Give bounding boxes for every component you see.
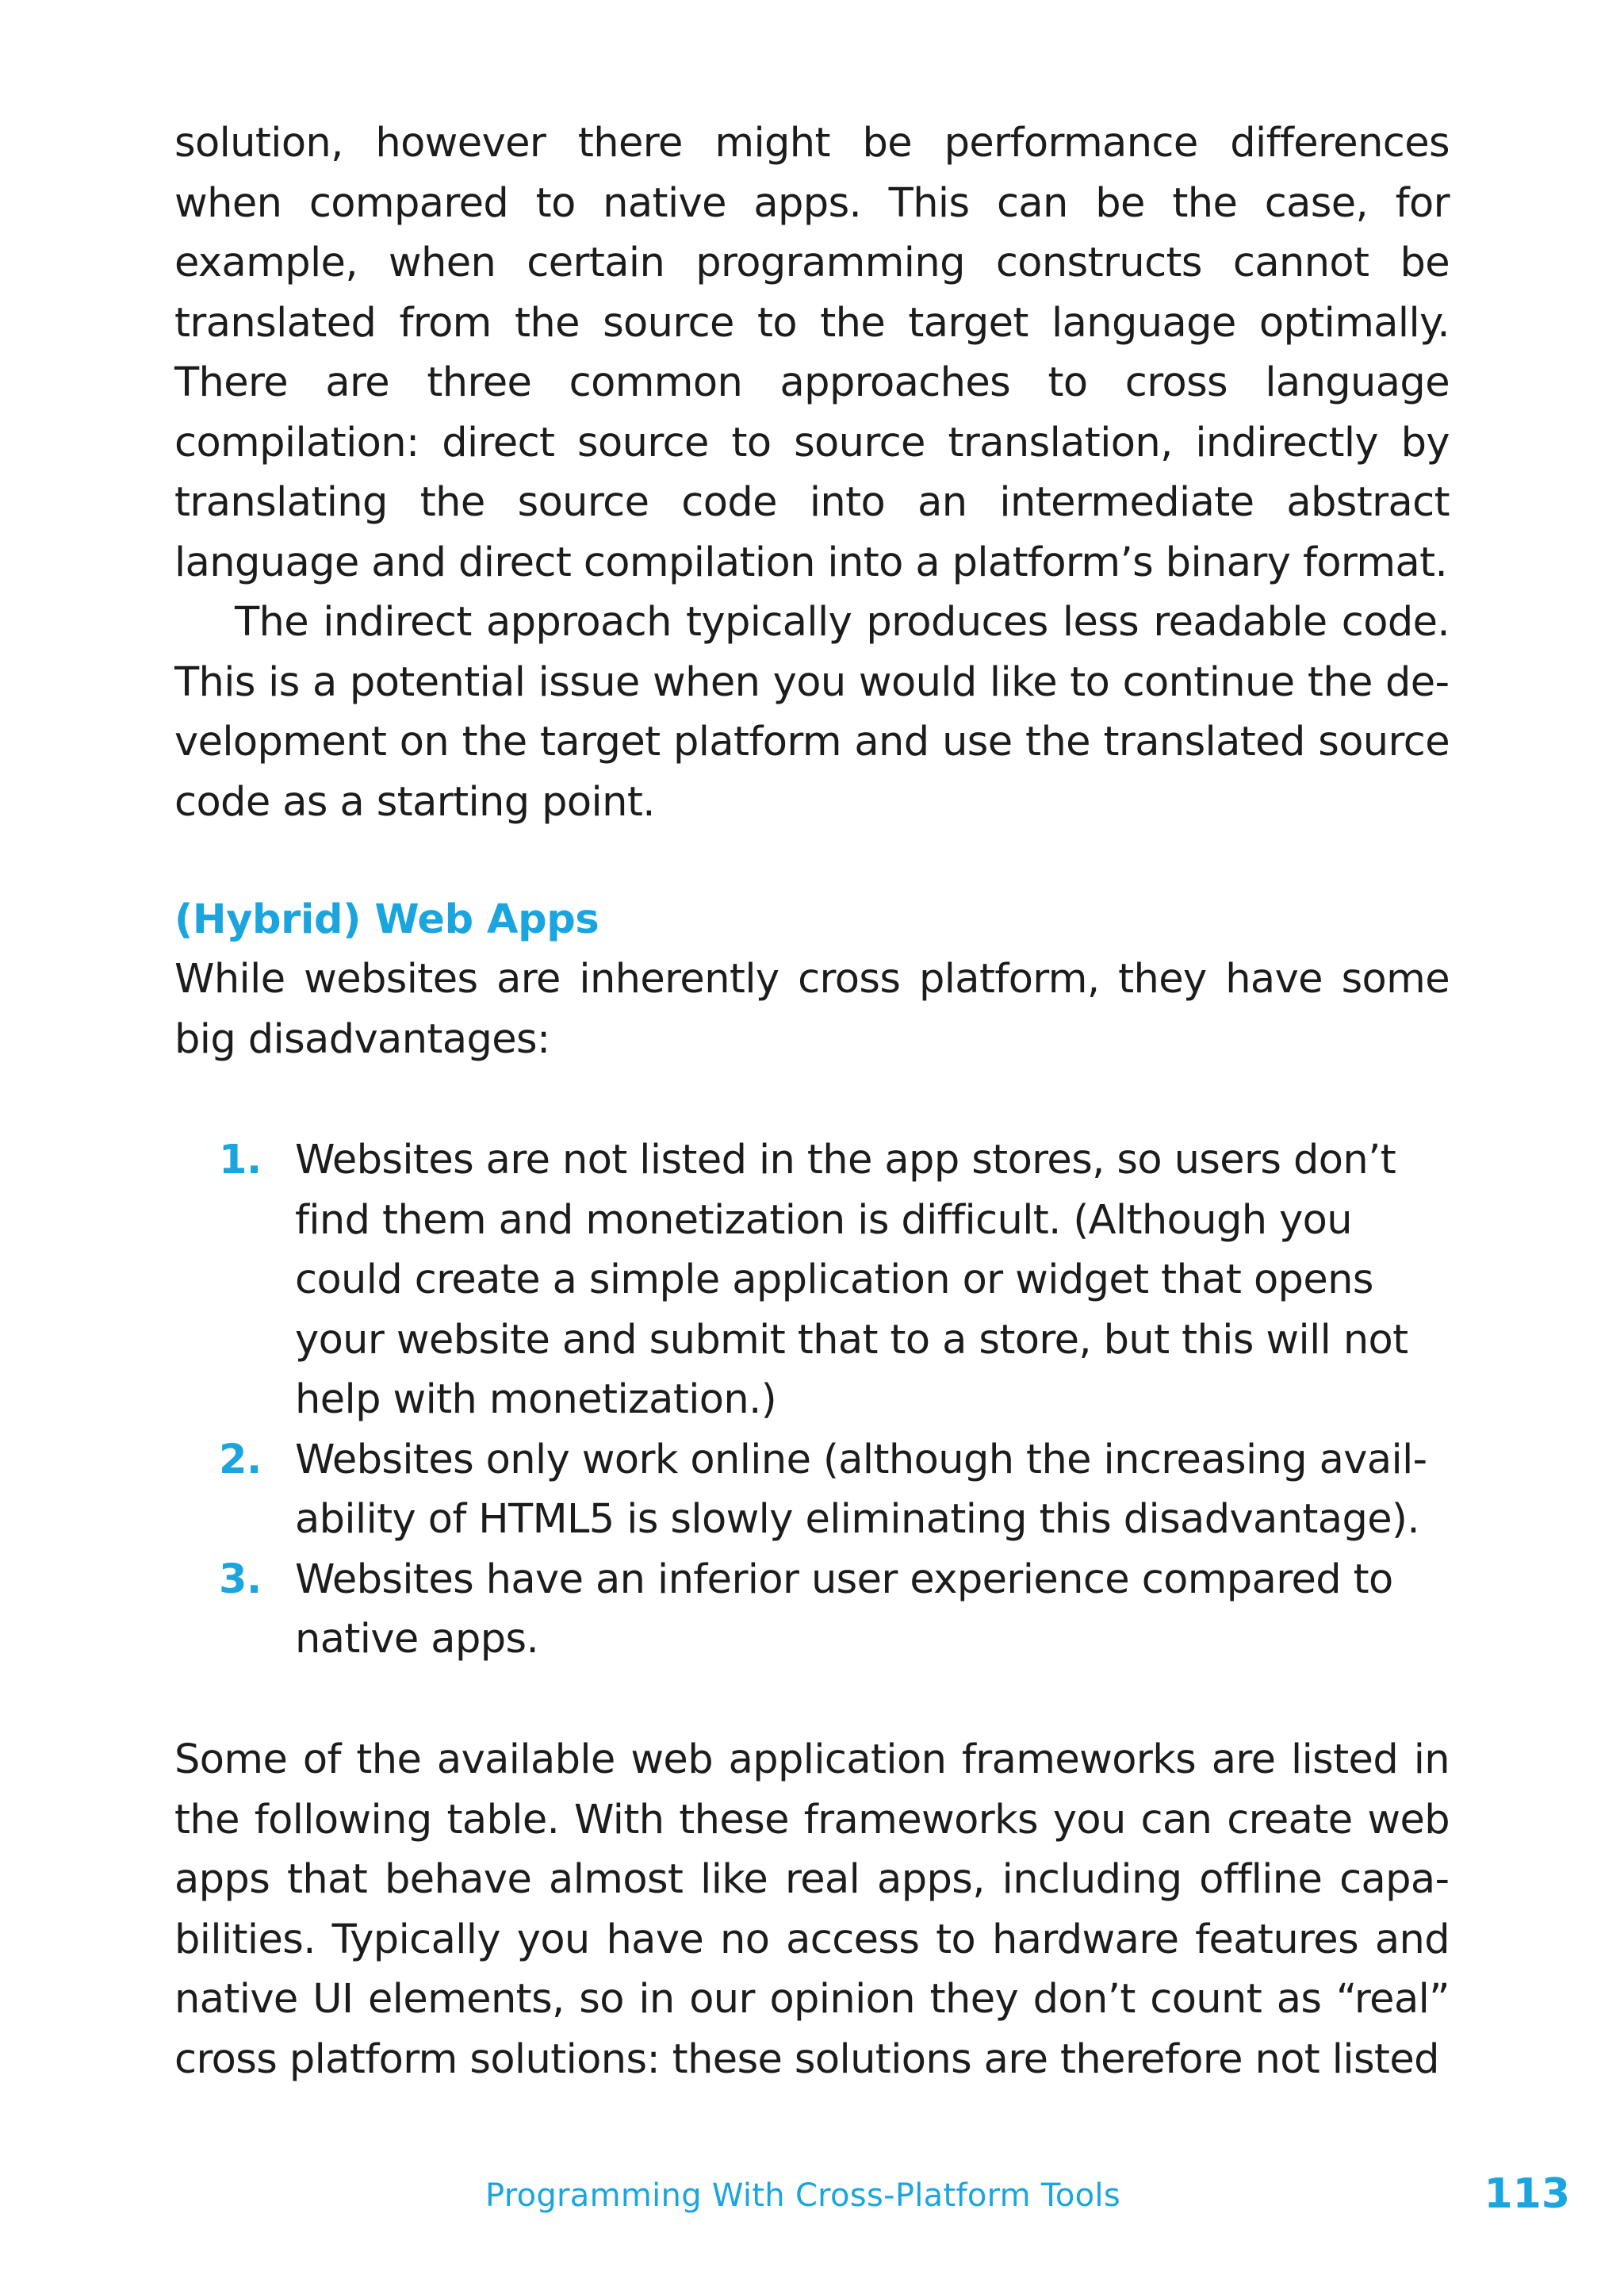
page-number: 113 — [1484, 2170, 1570, 2218]
body-paragraph-2 — [174, 593, 1450, 832]
paragraph-text: The indirect approach typically produces less readable code. This is a potential issue when you would like to continue the development on the target platform and use the translated source code as a starting point. — [174, 599, 1450, 826]
paragraph-text: solution, however there might be performance differences when compared to native apps. This can be the case, for example, when certain programming constructs cannot be translated from the source to the target language optimally. There are three common approaches to cross language compilation: direct source to source translation, indirectly by translating the source code into an intermediate abstract language and direct compilation into a platform’s binary format. — [174, 120, 1450, 586]
list-item-text: Websites have an inferior user experience compared to native apps. — [295, 1555, 1393, 1663]
paragraph-text: Some of the available web application frameworks are listed in the following table. With these frameworks you can create web apps that behave almost like real apps, including offline capabilities. Typically you have no access to hardware features and native UI elements, so in our opinion they don’t count as “real” cross platform solutions: these solutions are therefore not listed — [174, 1736, 1450, 2083]
disadvantages-list — [174, 1130, 1450, 1670]
body-paragraph-1 — [174, 113, 1450, 593]
list-item-number: 3. — [219, 1555, 262, 1603]
list-item — [174, 1550, 1450, 1670]
list-item — [174, 1130, 1450, 1430]
list-item-number: 1. — [219, 1137, 262, 1183]
list-item — [174, 1430, 1450, 1550]
list-item-text: Websites only work online (although the increasing availability of HTML5 is slowly eliminating this disadvantage). — [295, 1436, 1428, 1543]
list-item-text: Websites are not listed in the app stores, so users don’t find them and monetization is difficult. (Although you could create a simple application or widget that opens your website and submit that to a store, but this will not help with monetization.) — [295, 1137, 1408, 1423]
body-paragraph-4 — [174, 1730, 1450, 2089]
list-item-number: 2. — [219, 1436, 262, 1483]
section-heading: (Hybrid) Web Apps — [174, 896, 599, 943]
paragraph-text: While websites are inherently cross platform, they have some big disadvantages: — [174, 956, 1450, 1063]
running-footer-title: Programming With Cross-Platform Tools — [485, 2177, 1120, 2214]
body-paragraph-3 — [174, 949, 1450, 1069]
